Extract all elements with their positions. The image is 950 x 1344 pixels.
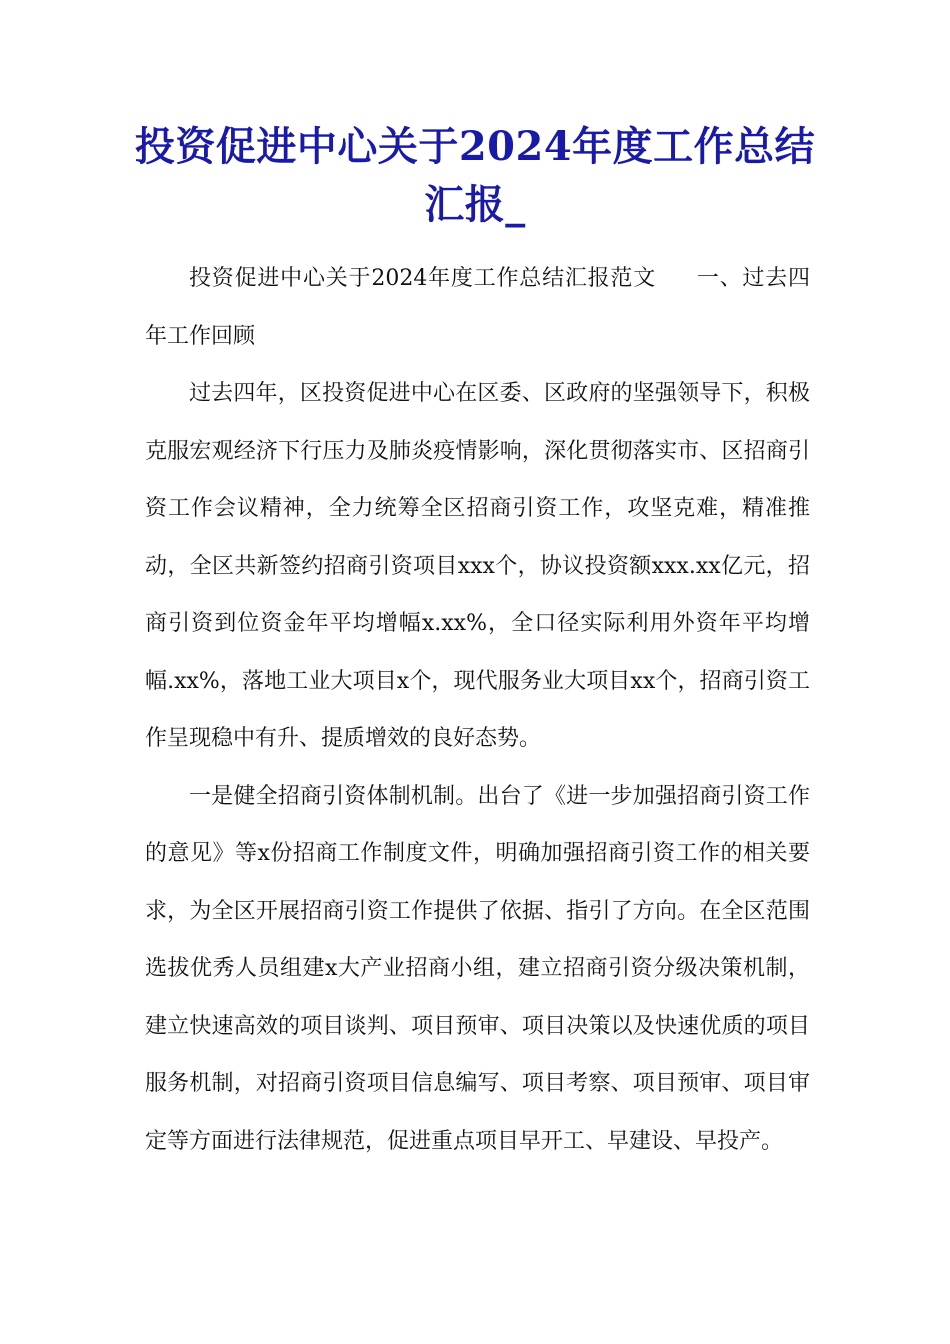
paragraph-mechanism: 一是健全招商引资体制机制。出台了《进一步加强招商引资工作的意见》等x份招商工作制度文件，明确加强招商引资工作的相关要求，为全区开展招商引资工作提供了依据、指引了方向。在全区范围选拔优秀人员组建x大产业招商小组，建立招商引资分级决策机制，建立快速高效的项目谈判、项目预审、项目决策以及快速优质的项目服务机制，对招商引资项目信息编写、项目考察、项目预审、项目审定等方面进行法律规范，促进重点项目早开工、早建设、早投产。 <box>145 783 810 1154</box>
paragraph-intro <box>145 250 810 365</box>
document-title: 投资促进中心关于2024年度工作总结汇报_ <box>134 123 816 228</box>
document-body <box>145 250 810 1170</box>
paragraph-review: 过去四年，区投资促进中心在区委、区政府的坚强领导下，积极克服宏观经济下行压力及肺炎疫情影响，深化贯彻落实市、区招商引资工作会议精神，全力统筹全区招商引资工作，攻坚克难，精准推动，全区共新签约招商引资项目xxx个，协议投资额xxx.xx亿元，招商引资到位资金年平均增幅x.xx%，全口径实际利用外资年平均增幅.xx%，落地工业大项目x个，现代服务业大项目xx个，招商引资工作呈现稳中有升、提质增效的良好态势。 <box>145 381 810 751</box>
intro-lead: 投资促进中心关于2024年度工作总结汇报范文 <box>189 266 657 291</box>
intro-heading: 一、过去四年工作回顾 <box>145 266 810 349</box>
